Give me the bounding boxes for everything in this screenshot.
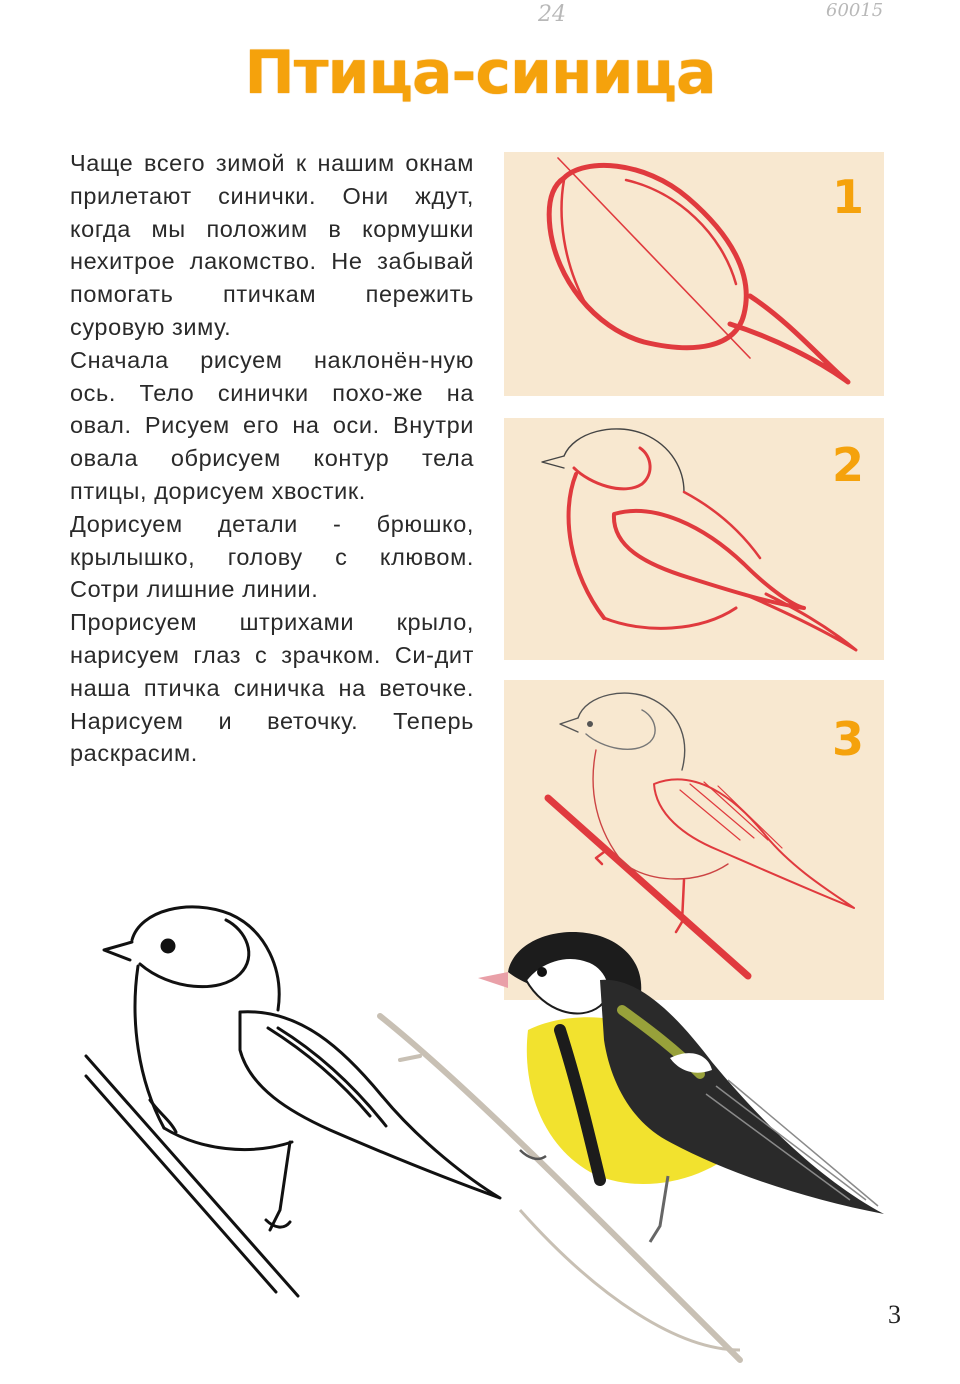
cheek-line bbox=[586, 710, 655, 749]
step-2-sketch bbox=[504, 418, 884, 660]
instruction-text bbox=[70, 147, 474, 770]
tail-line bbox=[744, 594, 856, 650]
head-outline bbox=[564, 429, 684, 492]
outline-breast bbox=[135, 966, 164, 1128]
outline-eye bbox=[162, 940, 174, 952]
colored-tit-drawing bbox=[380, 932, 884, 1360]
front-foot bbox=[596, 852, 604, 864]
outline-leg bbox=[270, 1142, 290, 1230]
wing-shape bbox=[614, 511, 804, 608]
page-number: 3 bbox=[888, 1300, 901, 1329]
outline-tit-drawing bbox=[86, 907, 500, 1296]
page-title: Птица-синица bbox=[244, 38, 716, 108]
step-number-3: 3 bbox=[831, 712, 864, 766]
outline-head bbox=[132, 907, 279, 1010]
branch-outline-2 bbox=[86, 1076, 276, 1292]
step-1-sketch bbox=[504, 152, 884, 396]
step-2-panel bbox=[504, 418, 884, 660]
paragraph-intro: Чаще всего зимой к нашим окнам прилетают синички. Они ждут, когда мы положим в кормушки нехитрое лакомство. Не забывай помогать птичкам пережить суровую зиму. bbox=[70, 150, 474, 340]
pencil-annotation-right: 60015 bbox=[826, 0, 884, 21]
cheek-line bbox=[574, 448, 650, 489]
pink-beak bbox=[478, 972, 508, 988]
body-oval bbox=[549, 165, 746, 347]
outline-cheek bbox=[140, 920, 249, 987]
step-1-panel bbox=[504, 152, 884, 396]
outline-toes bbox=[266, 1220, 290, 1227]
axis-line bbox=[558, 158, 750, 358]
outline-belly bbox=[164, 1128, 292, 1150]
eye-colored bbox=[537, 967, 547, 977]
step-number-2: 2 bbox=[831, 438, 864, 492]
final-illustrations bbox=[0, 880, 960, 1380]
leg-colored bbox=[650, 1176, 668, 1242]
beak-outline bbox=[560, 718, 578, 732]
beak-outline bbox=[542, 456, 564, 468]
paragraph-step-2: Дорисуем детали - брюшко, крылышко, голову с клювом. Сотри лишние линии. bbox=[70, 510, 474, 603]
paragraph-step-3: Прорисуем штрихами крыло, нарисуем глаз с зрачком. Си-дит наша птичка синичка на веточке. Нарисуем и веточку. Теперь раскрасим. bbox=[70, 609, 474, 767]
belly-line bbox=[604, 608, 736, 628]
paragraph-step-1: Сначала рисуем наклонён-ную ось. Тело синички похо-же на овал. Рисуем его на оси. Внутри овала обрисуем контур тела птицы, дорисуем хвостик. bbox=[70, 346, 474, 504]
breast-line bbox=[569, 474, 604, 618]
back-line bbox=[684, 492, 760, 558]
tail-sketch bbox=[730, 296, 848, 382]
step-number-1: 1 bbox=[831, 170, 864, 224]
outline-beak bbox=[104, 942, 132, 960]
pencil-annotation-left: 24 bbox=[538, 2, 566, 27]
eye bbox=[587, 721, 593, 727]
twig bbox=[400, 1056, 420, 1060]
